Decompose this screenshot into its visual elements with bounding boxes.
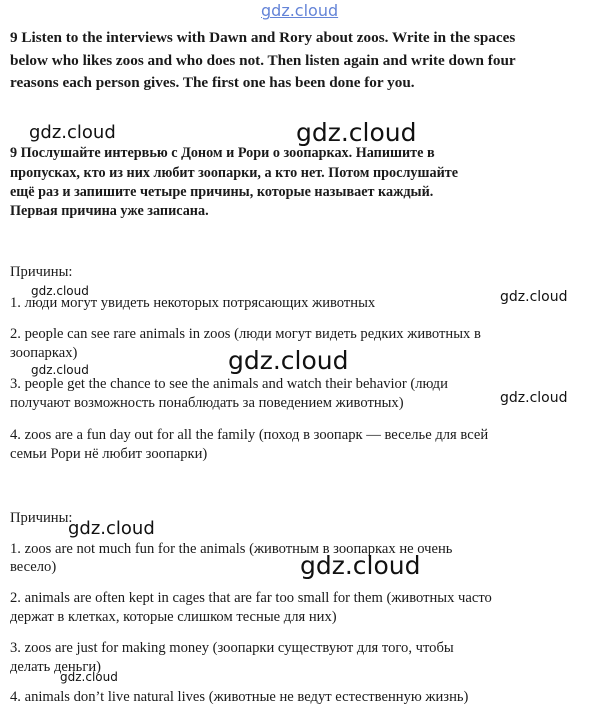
- section2-item-4-line-1: 4. animals don’t live natural lives (животные не ведут естественную жизнь): [10, 689, 469, 705]
- task-ru-line-4: Первая причина уже записана.: [10, 203, 209, 219]
- task-ru-line-2: пропусках, кто из них любит зоопарки, а кто нет. Потом прослушайте: [10, 165, 459, 181]
- section1-heading: Причины:: [10, 264, 73, 280]
- section2-item-1-line-1: 1. zoos are not much fun for the animals (животным в зоопарках не очень: [10, 541, 453, 557]
- section1-item-2-line-2: зоопарках): [10, 345, 78, 361]
- watermark-small: gdz.cloud: [31, 363, 89, 377]
- section1-item-1-line-1: 1. люди могут увидеть некоторых потрясающих животных: [10, 295, 376, 311]
- watermark-small: gdz.cloud: [31, 284, 89, 298]
- section2-item-2-line-2: держат в клетках, которые слишком тесные для них): [10, 609, 337, 625]
- section2-item-1-line-2: весело): [10, 559, 57, 575]
- section2-item-3-line-2: делать деньги): [10, 659, 101, 675]
- section2-item-2-line-1: 2. animals are often kept in cages that are far too small for them (животных часто: [10, 590, 492, 606]
- section1-item-2-line-1: 2. people can see rare animals in zoos (люди могут видеть редких животных в: [10, 326, 481, 342]
- watermark-large: gdz.cloud: [228, 346, 349, 375]
- task-ru-line-1: 9 Послушайте интервью с Доном и Рори о зоопарках. Напишите в: [10, 145, 435, 161]
- task-en-line-1: 9 Listen to the interviews with Dawn and Rory about zoos. Write in the spaces: [10, 29, 516, 46]
- watermark-large: gdz.cloud: [300, 551, 421, 580]
- watermark-small: gdz.cloud: [68, 518, 155, 539]
- section1-item-3-line-1: 3. people get the chance to see the animals and watch their behavior (люди: [10, 376, 448, 392]
- task-en-line-2: below who likes zoos and who does not. Then listen again and write down four: [10, 52, 516, 69]
- watermark-large: gdz.cloud: [296, 118, 417, 147]
- watermark-small: gdz.cloud: [500, 390, 568, 406]
- watermark-small: gdz.cloud: [29, 122, 116, 143]
- section1-item-3-line-2: получают возможность понаблюдать за поведением животных): [10, 395, 404, 411]
- watermark-top: gdz.cloud: [261, 1, 339, 20]
- task-en-line-3: reasons each person gives. The first one has been done for you.: [10, 74, 415, 91]
- task-ru-line-3: ещё раз и запишите четыре причины, которые называет каждый.: [10, 184, 434, 200]
- section1-item-4-line-1: 4. zoos are a fun day out for all the family (поход в зоопарк — веселье для всей: [10, 427, 489, 443]
- section1-item-4-line-2: семьи Рори нё любит зоопарки): [10, 446, 208, 462]
- watermark-small: gdz.cloud: [500, 289, 568, 305]
- section2-item-3-line-1: 3. zoos are just for making money (зоопарки существуют для того, чтобы: [10, 640, 454, 656]
- section2-heading: Причины:: [10, 510, 73, 526]
- watermark-small: gdz.cloud: [60, 670, 118, 684]
